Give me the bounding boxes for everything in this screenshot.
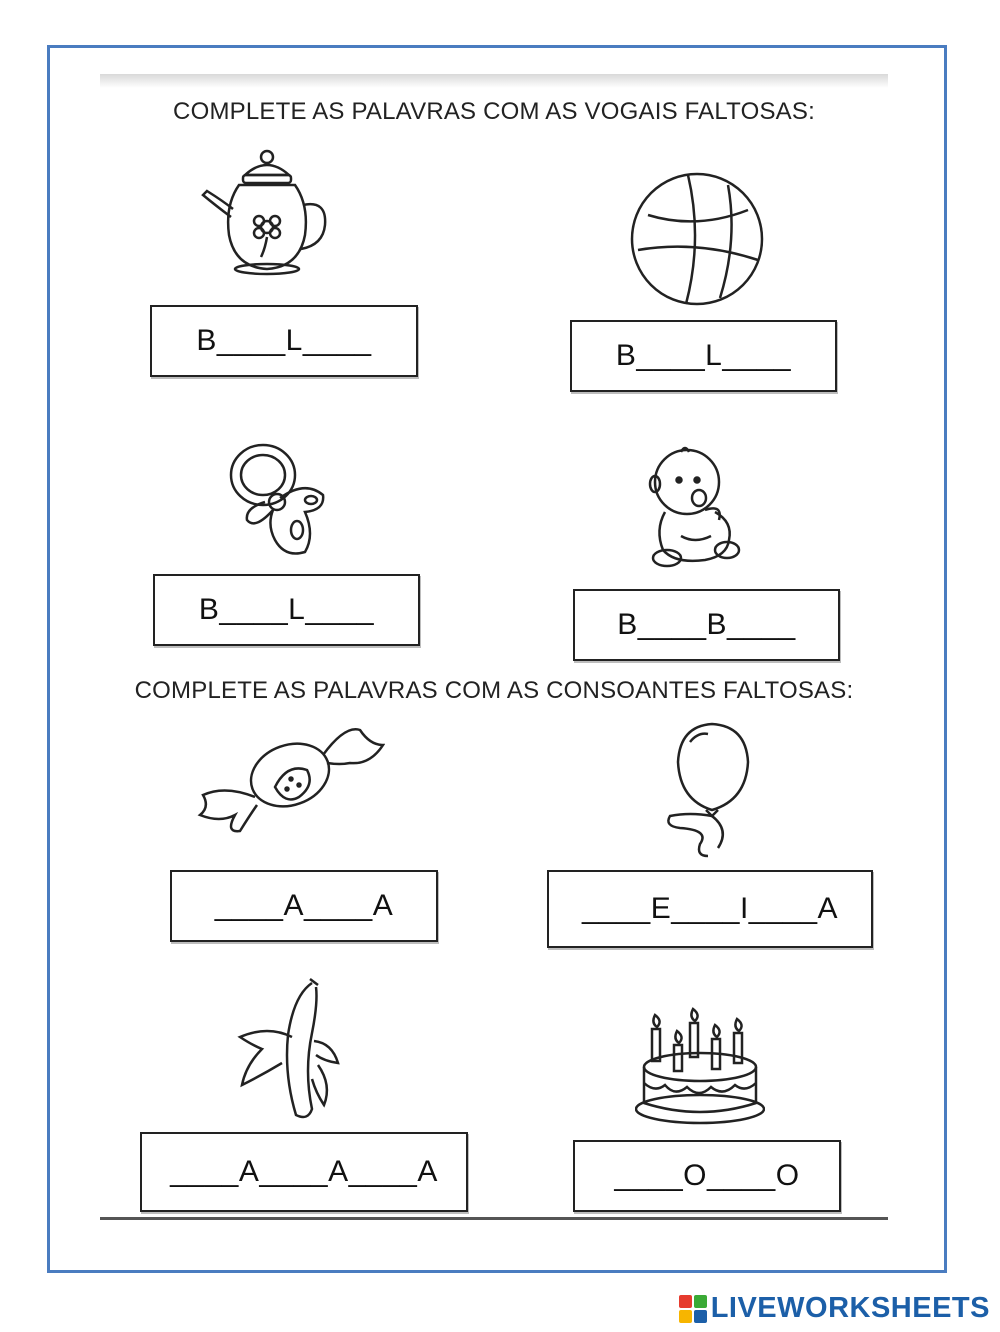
pacifier-icon — [225, 440, 330, 560]
liveworksheets-brand[interactable] — [679, 1292, 990, 1325]
word-box-7[interactable] — [140, 1132, 468, 1212]
top-shade — [100, 74, 888, 88]
word-8: ____O____O — [614, 1159, 800, 1192]
word-box-4[interactable] — [573, 589, 840, 661]
word-6: ____E____I____A — [581, 892, 839, 925]
banana-icon — [232, 975, 340, 1123]
balloon-icon — [660, 720, 760, 860]
word-3: B____L____ — [198, 593, 375, 626]
cake-icon — [635, 1005, 765, 1127]
ball-icon — [628, 170, 766, 308]
word-2: B____L____ — [615, 339, 792, 372]
word-7: ____A____A____A — [170, 1155, 438, 1188]
teapot-icon — [195, 145, 335, 280]
liveworksheets-logo-icon — [679, 1295, 707, 1323]
section-1-heading: COMPLETE AS PALAVRAS COM AS VOGAIS FALTOSAS: — [173, 98, 815, 125]
baby-icon — [645, 440, 745, 572]
brand-name: LIVEWORKSHEETS — [710, 1292, 990, 1324]
word-box-8[interactable] — [573, 1140, 841, 1212]
word-box-1[interactable] — [150, 305, 418, 377]
word-5: ____A____A — [214, 889, 394, 922]
section-2-heading: COMPLETE AS PALAVRAS COM AS CONSOANTES FALTOSAS: — [134, 677, 854, 704]
word-4: B____B____ — [617, 608, 796, 641]
word-box-6[interactable] — [547, 870, 873, 948]
word-box-3[interactable] — [153, 574, 420, 646]
word-1: B____L____ — [196, 324, 372, 357]
bottom-divider — [100, 1217, 888, 1220]
candy-icon — [195, 715, 385, 833]
word-box-2[interactable] — [570, 320, 837, 392]
word-box-5[interactable] — [170, 870, 438, 942]
